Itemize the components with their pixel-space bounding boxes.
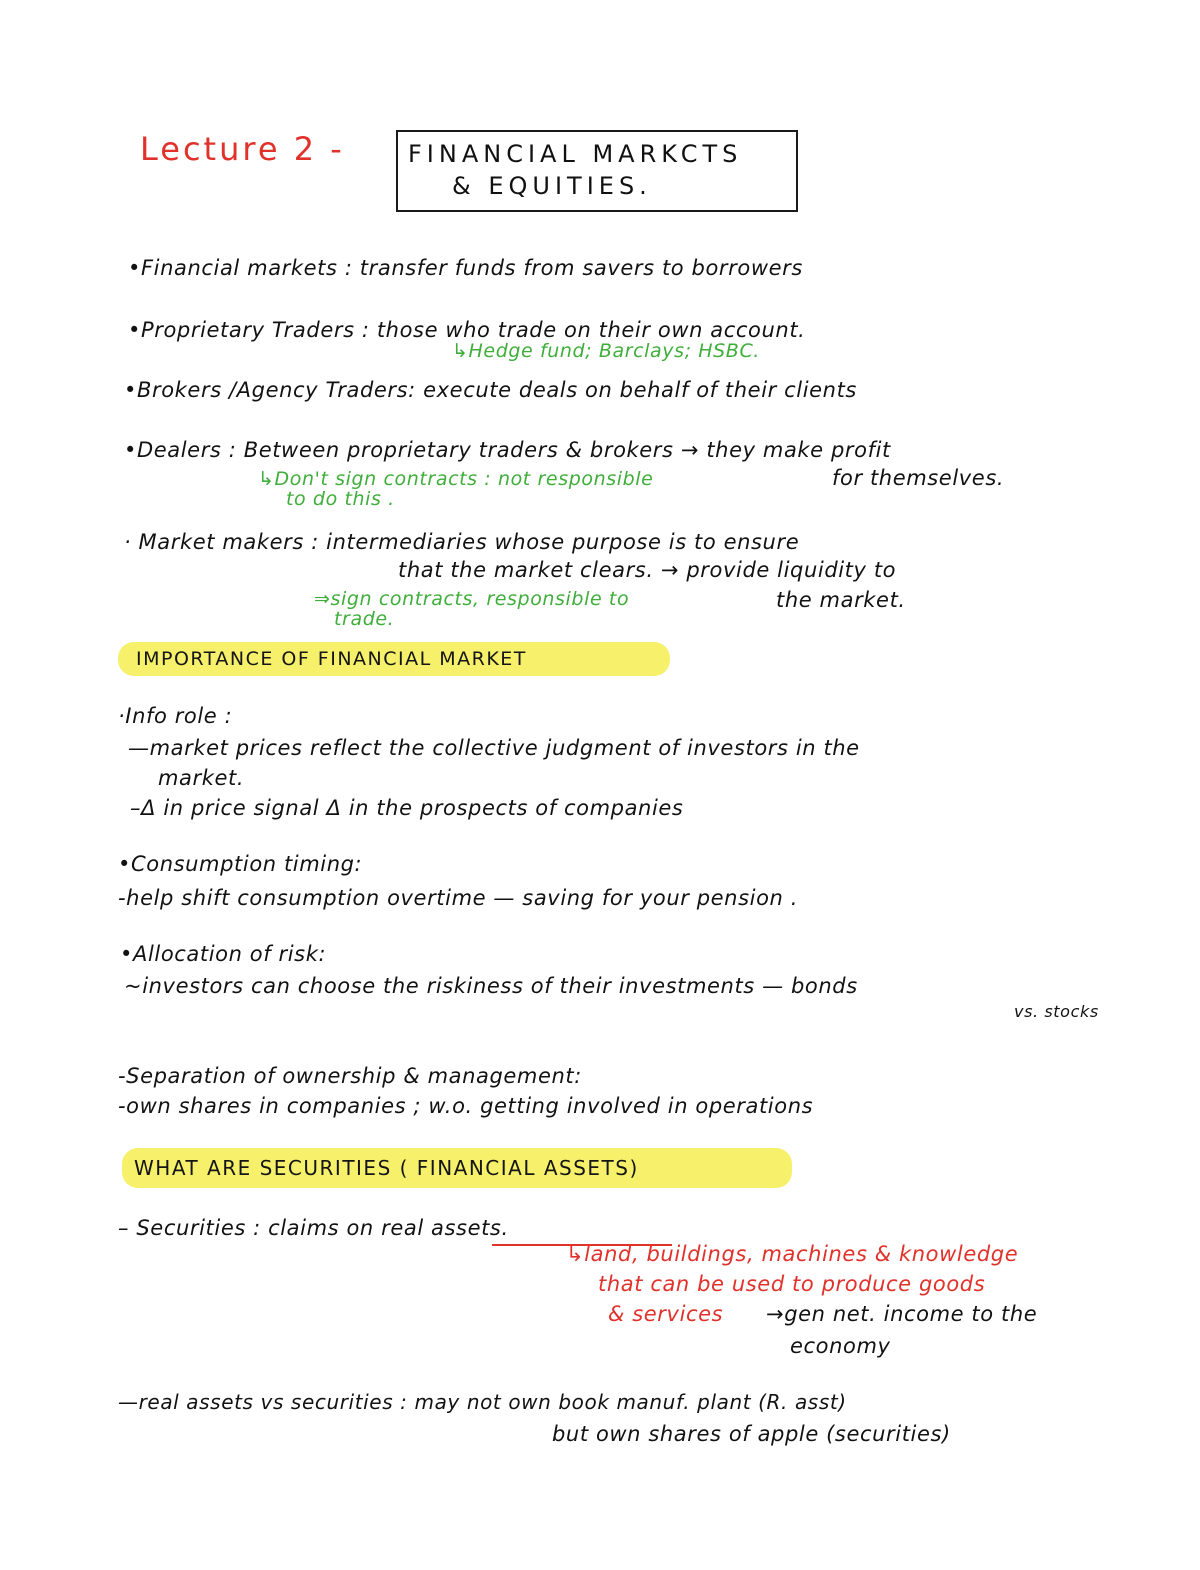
note-real-assets-2: that can be used to produce goods	[598, 1272, 986, 1296]
note-dealers-side: ↳Don't sign contracts : not responsible	[258, 468, 654, 490]
note-market-makers-side: ⇒sign contracts, responsible to	[314, 588, 630, 610]
note-allocation-risk: •Allocation of risk:	[120, 942, 327, 966]
note-consumption-timing: •Consumption timing:	[118, 852, 363, 876]
note-securities: – Securities : claims on real assets.	[118, 1216, 509, 1240]
note-brokers: •Brokers /Agency Traders: execute deals on behalf of their clients	[124, 378, 857, 402]
note-separation: -Separation of ownership & management:	[118, 1064, 582, 1088]
note-allocation-risk-1b: vs. stocks	[1014, 1002, 1099, 1021]
note-proprietary-traders: •Proprietary Traders : those who trade on their own account.	[128, 318, 806, 342]
note-real-vs-securities: —real assets vs securities : may not own book manuf. plant (R. asst)	[118, 1390, 847, 1414]
note-financial-markets: •Financial markets : transfer funds from savers to borrowers	[128, 256, 803, 280]
note-market-makers-2: that the market clears. → provide liquidity to	[398, 558, 897, 582]
note-market-makers: · Market makers : intermediaries whose purpose is to ensure	[124, 530, 800, 554]
note-info-role: ·Info role :	[118, 704, 233, 728]
heading-importance: IMPORTANCE OF FINANCIAL MARKET	[136, 648, 527, 670]
note-real-assets-1: ↳land, buildings, machines & knowledge	[566, 1242, 1019, 1266]
topic-line-2: & EQUITIES.	[452, 172, 652, 200]
note-market-makers-3: the market.	[776, 588, 906, 612]
note-info-role-2: –Δ in price signal Δ in the prospects of companies	[130, 796, 684, 820]
note-dealers-cont: for themselves.	[832, 466, 1005, 490]
note-real-assets-income: →gen net. income to the	[766, 1302, 1038, 1326]
note-allocation-risk-1: ~investors can choose the riskiness of their investments — bonds	[124, 974, 858, 998]
note-dealers-side-2: to do this .	[286, 488, 395, 510]
note-info-role-1b: market.	[158, 766, 245, 790]
topic-line-1: FINANCIAL MARKCTS	[408, 140, 743, 168]
note-consumption-timing-1: -help shift consumption overtime — saving for your pension .	[118, 886, 798, 910]
note-real-assets-income-2: economy	[790, 1334, 891, 1358]
note-separation-1: -own shares in companies ; w.o. getting involved in operations	[118, 1094, 814, 1118]
heading-securities: WHAT ARE SECURITIES ( FINANCIAL ASSETS)	[134, 1156, 639, 1180]
lecture-title: Lecture 2 -	[140, 130, 345, 168]
note-info-role-1: —market prices reflect the collective judgment of investors in the	[128, 736, 860, 760]
note-real-vs-securities-2: but own shares of apple (securities)	[552, 1422, 951, 1446]
note-proprietary-examples: ↳Hedge fund; Barclays; HSBC.	[452, 340, 760, 362]
note-market-makers-side-2: trade.	[334, 608, 395, 630]
note-real-assets-3: & services	[608, 1302, 724, 1326]
note-dealers: •Dealers : Between proprietary traders & brokers → they make profit	[124, 438, 891, 462]
topic-box	[396, 130, 798, 212]
